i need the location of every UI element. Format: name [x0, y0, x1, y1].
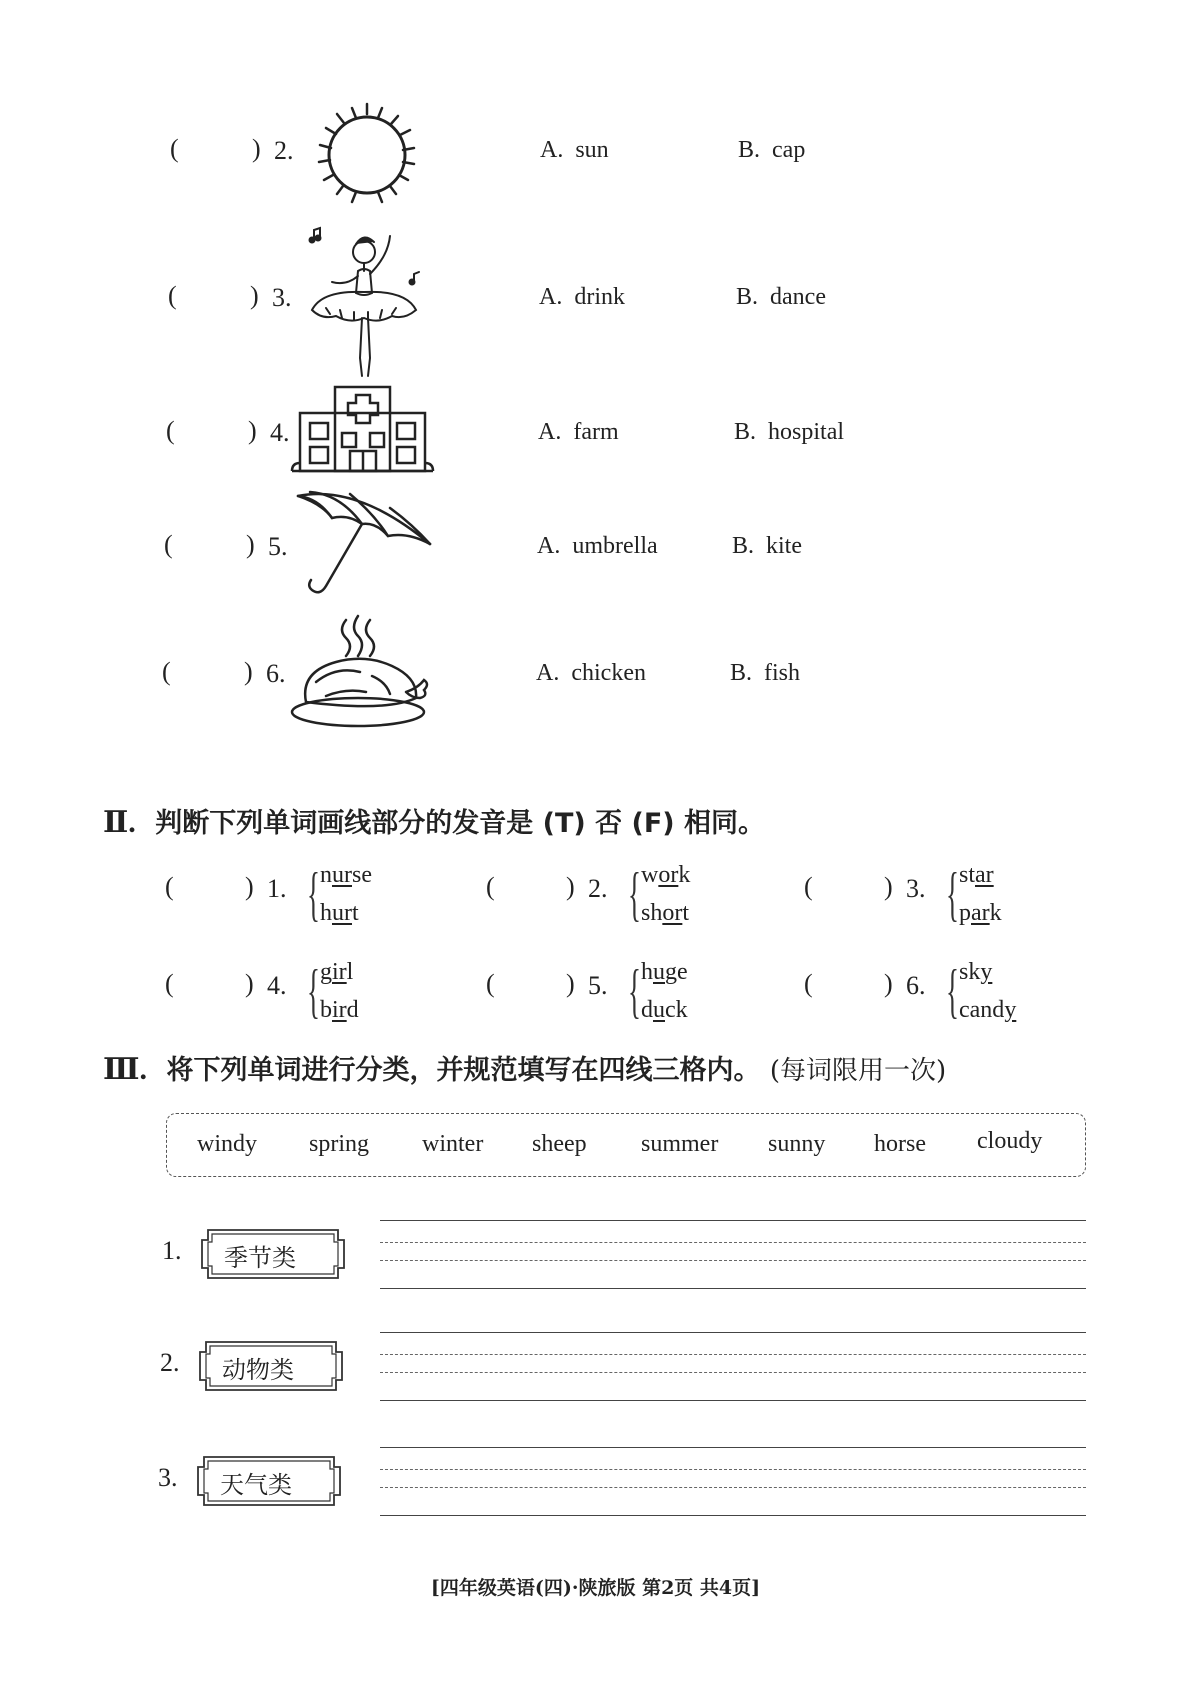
category-label: 动物类: [222, 1356, 294, 1384]
answer-paren-close: ): [250, 281, 259, 310]
word-bank-item: sunny: [768, 1131, 826, 1157]
grid-line-bottom: [380, 1400, 1086, 1401]
answer-blank[interactable]: [182, 416, 237, 448]
brace-icon: {: [628, 958, 641, 1024]
option-b-text: fish: [764, 660, 801, 686]
answer-paren-open: (: [804, 969, 813, 998]
writing-area[interactable]: [380, 1447, 1086, 1515]
word-top: nurse: [320, 862, 372, 888]
category-tag: [200, 1342, 330, 1386]
option-a-text: farm: [573, 419, 619, 445]
answer-paren-open: (: [804, 872, 813, 901]
category-number: 2.: [160, 1348, 180, 1377]
grid-line-bottom: [380, 1515, 1086, 1516]
item-number: 3.: [906, 874, 926, 903]
word-top: work: [641, 862, 691, 888]
item-number: 4.: [267, 971, 287, 1000]
word-bank-item: windy: [197, 1131, 257, 1157]
word-bank-item: winter: [422, 1131, 484, 1157]
category-tag: [202, 1230, 332, 1274]
brace-icon: {: [307, 861, 320, 927]
section-2-heading: [103, 801, 765, 840]
category-label: 季节类: [224, 1244, 296, 1272]
word-pair: [641, 953, 688, 1029]
answer-blank[interactable]: [820, 872, 880, 904]
hospital-icon: [290, 383, 435, 488]
answer-paren-open: (: [165, 872, 174, 901]
option-a-label: A.: [537, 533, 561, 559]
option-b[interactable]: [738, 137, 805, 164]
word-pair: [641, 856, 690, 932]
option-a-text: drink: [574, 284, 626, 310]
item-number: 2.: [588, 874, 608, 903]
answer-blank[interactable]: [181, 969, 241, 1001]
answer-paren-close: ): [252, 134, 261, 163]
answer-paren-close: ): [245, 872, 254, 901]
option-b-text: hospital: [768, 419, 845, 445]
option-a-label: A.: [536, 660, 560, 686]
word-bottom: short: [641, 900, 690, 926]
answer-blank[interactable]: [820, 969, 880, 1001]
option-a-label: A.: [538, 419, 562, 445]
answer-paren-open: (: [168, 281, 177, 310]
answer-paren-close: ): [566, 969, 575, 998]
option-a-text: sun: [575, 137, 609, 163]
category-number: 3.: [158, 1463, 178, 1492]
option-b-text: dance: [770, 284, 826, 310]
word-top: huge: [641, 959, 688, 985]
ballerina-icon: [292, 218, 442, 388]
answer-paren-close: ): [245, 969, 254, 998]
answer-blank[interactable]: [181, 872, 241, 904]
word-bank-item: cloudy: [977, 1128, 1043, 1154]
option-b-label: B.: [736, 284, 759, 310]
writing-area[interactable]: [380, 1332, 1086, 1400]
question-number: 4.: [270, 418, 290, 447]
answer-paren-open: (: [165, 969, 174, 998]
category-label: 天气类: [220, 1471, 292, 1499]
question-number: 6.: [266, 659, 286, 688]
answer-blank[interactable]: [178, 657, 233, 689]
option-b[interactable]: [736, 284, 826, 311]
word-top: star: [959, 862, 994, 888]
answer-paren-open: (: [486, 872, 495, 901]
item-number: 6.: [906, 971, 926, 1000]
answer-paren-open: (: [162, 657, 171, 686]
section-2-title: 判断下列单词画线部分的发音是 (T) 否 (F) 相同。: [155, 808, 766, 839]
brace-icon: {: [946, 958, 959, 1024]
answer-blank[interactable]: [502, 872, 562, 904]
option-b-text: kite: [766, 533, 803, 559]
writing-area[interactable]: [380, 1220, 1086, 1288]
word-top: sky: [959, 959, 993, 985]
option-a-label: A.: [539, 284, 563, 310]
answer-paren-close: ): [248, 416, 257, 445]
page-footer: [四年级英语(四)·陕旅版 第2页 共4页]: [430, 1577, 761, 1599]
word-bank-item: sheep: [532, 1131, 587, 1157]
answer-paren-close: ): [884, 969, 893, 998]
word-bottom: duck: [641, 997, 688, 1023]
brace-icon: {: [307, 958, 320, 1024]
option-b[interactable]: [732, 533, 802, 560]
section-3-note: (每词限用一次): [769, 1056, 947, 1086]
option-b-label: B.: [732, 533, 755, 559]
answer-paren-close: ): [566, 872, 575, 901]
brace-icon: {: [628, 861, 641, 927]
answer-paren-close: ): [884, 872, 893, 901]
category-number: 1.: [162, 1236, 182, 1265]
option-a[interactable]: [537, 533, 658, 560]
word-bottom: hurt: [320, 900, 359, 926]
answer-paren-open: (: [166, 416, 175, 445]
word-bank: [166, 1113, 1086, 1177]
option-a[interactable]: [538, 419, 619, 446]
word-bottom: park: [959, 900, 1002, 926]
section-3-numeral: Ⅲ.: [103, 1053, 148, 1086]
answer-blank[interactable]: [502, 969, 562, 1001]
roast-chicken-icon: [286, 612, 436, 737]
answer-paren-close: ): [244, 657, 253, 686]
word-bank-item: horse: [874, 1131, 926, 1157]
word-pair: [320, 856, 372, 932]
option-a[interactable]: [536, 660, 646, 687]
answer-blank[interactable]: [184, 281, 239, 313]
word-pair: [320, 953, 359, 1029]
grid-line-bottom: [380, 1288, 1086, 1289]
option-b-label: B.: [730, 660, 753, 686]
section-3-heading: [103, 1048, 946, 1087]
answer-paren-close: ): [246, 530, 255, 559]
item-number: 5.: [588, 971, 608, 1000]
section-3-title: 将下列单词进行分类，并规范填写在四线三格内。: [166, 1055, 761, 1086]
word-bottom: candy: [959, 997, 1017, 1023]
option-b-text: cap: [772, 137, 806, 163]
word-bank-item: summer: [641, 1131, 719, 1157]
option-b[interactable]: [734, 419, 844, 446]
question-number: 2.: [274, 136, 294, 165]
answer-blank[interactable]: [186, 134, 241, 166]
brace-icon: {: [946, 861, 959, 927]
umbrella-icon: [290, 484, 435, 609]
question-number: 5.: [268, 532, 288, 561]
answer-blank[interactable]: [180, 530, 235, 562]
answer-paren-open: (: [164, 530, 173, 559]
word-bank-item: spring: [309, 1131, 369, 1157]
option-b-label: B.: [738, 137, 761, 163]
sun-icon: [302, 100, 432, 215]
word-bottom: bird: [320, 997, 359, 1023]
word-pair: [959, 856, 1002, 932]
answer-paren-open: (: [170, 134, 179, 163]
option-a[interactable]: [540, 137, 609, 164]
option-a-text: chicken: [571, 660, 646, 686]
option-b[interactable]: [730, 660, 800, 687]
category-tag: [198, 1457, 328, 1501]
question-number: 3.: [272, 283, 292, 312]
section-2-numeral: Ⅱ.: [103, 806, 136, 839]
option-a[interactable]: [539, 284, 625, 311]
option-a-label: A.: [540, 137, 564, 163]
word-top: girl: [320, 959, 354, 985]
item-number: 1.: [267, 874, 287, 903]
answer-paren-open: (: [486, 969, 495, 998]
option-b-label: B.: [734, 419, 757, 445]
word-pair: [959, 953, 1016, 1029]
option-a-text: umbrella: [572, 533, 658, 559]
